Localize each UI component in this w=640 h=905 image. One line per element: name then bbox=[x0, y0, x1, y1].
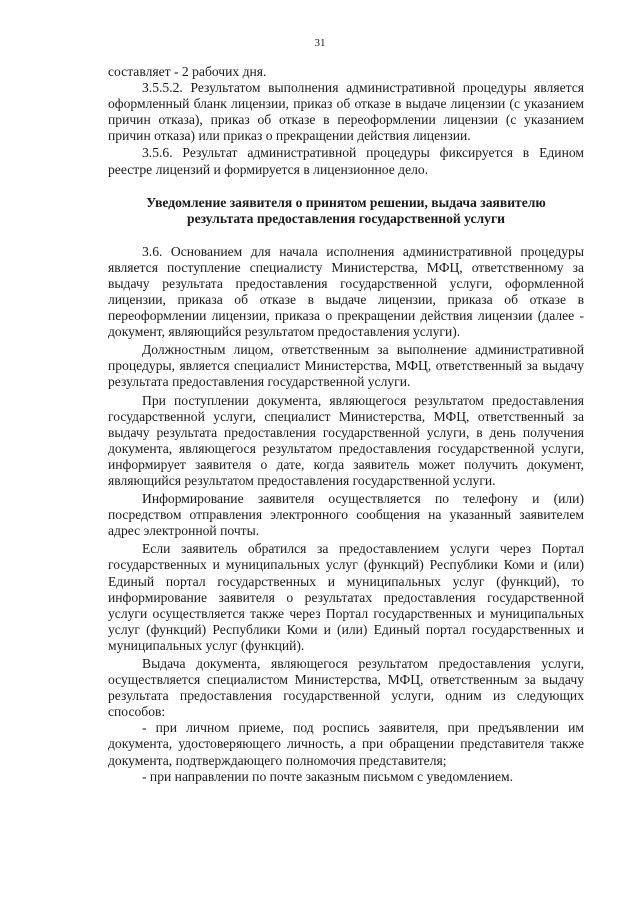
paragraph-3-6: 3.6. Основанием для начала исполнения административной процедуры является поступление специалисту Министерства, МФЦ, ответственному за выдачу результата предоставления государственной услуги, оформленной лицензии, приказа об отказе в выдаче лицензии, приказа об отказе в переоформлении лицензии, приказа о прекращении действия лицензии (далее - документ, являющийся результатом предоставления услуги). bbox=[108, 243, 584, 340]
paragraph-3-5-5-2: 3.5.5.2. Результатом выполнения административной процедуры является оформленный бланк лицензии, приказ об отказе в выдаче лицензии (с указанием причин отказа), приказ об отказе в переоформлении лицензии (с указанием причин отказа) или приказ о прекращении действия лицензии. bbox=[108, 80, 584, 144]
list-item-personal-reception: - при личном приеме, под роспись заявителя, при предъявлении им документа, удостоверяющего личность, а при обращении представителя также документа, подтверждающего полномочия представителя; bbox=[108, 720, 584, 768]
paragraph-3-5-6: 3.5.6. Результат административной процедуры фиксируется в Едином реестре лицензий и формируется в лицензионное дело. bbox=[108, 145, 584, 177]
paragraph-responsible-person: Должностным лицом, ответственным за выполнение административной процедуры, является специалист Министерства, МФЦ, ответственный за выдачу результата предоставления государственной услуги. bbox=[108, 342, 584, 390]
page-number: 31 bbox=[314, 37, 326, 49]
paragraph-document-receipt: При поступлении документа, являющегося результатом предоставления государственной услуги, специалист Министерства, МФЦ, ответственный за выдачу результата предоставления государственной услуги, в день получения документа, являющегося результатом предоставления государственной услуги, информирует заявителя о дате, когда заявитель может получить документ, являющийся результатом предоставления государственной услуги. bbox=[108, 392, 584, 488]
document-body bbox=[108, 64, 584, 785]
paragraph-continuation: составляет - 2 рабочих дня. bbox=[108, 64, 267, 79]
list-item-mail: - при направлении по почте заказным письмом с уведомлением. bbox=[142, 768, 513, 784]
section-heading: Уведомление заявителя о принятом решении, выдача заявителю результата предоставления государственной услуги bbox=[146, 194, 546, 226]
paragraph-informing: Информирование заявителя осуществляется по телефону и (или) посредством отправления электронного сообщения на указанный заявителем адрес электронной почты. bbox=[108, 491, 584, 539]
paragraph-portal-informing: Если заявитель обратился за предоставлением услуги через Портал государственных и муниципальных услуг (функций) Республики Коми и (или) Единый портал государственных и муниципальных услуг (функций), то информирование заявителя о результатах предоставления государственной услуги осуществляется также через Портал государственных и муниципальных услуг (функций) Республики Коми и (или) Единый портал государственных и муниципальных услуг (функций). bbox=[108, 541, 584, 653]
paragraph-issuance: Выдача документа, являющегося результатом предоставления услуги, осуществляется специалистом Министерства, МФЦ, ответственным за выдачу результата предоставления государственной услуги, одним из следующих способов: bbox=[108, 656, 584, 720]
